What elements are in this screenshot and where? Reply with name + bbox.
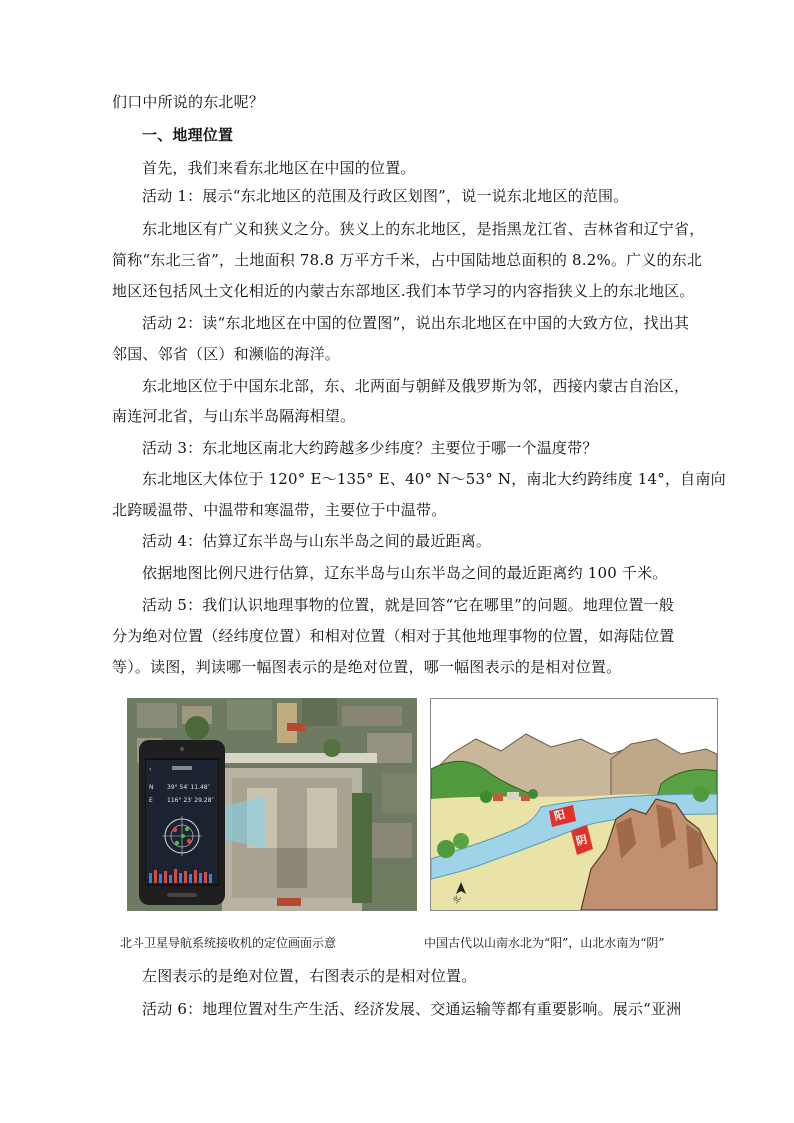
paragraph-line: 北跨暖温带、中温带和寒温带，主要位于中温带。 <box>112 501 447 519</box>
device-lon-label: E <box>149 797 153 804</box>
landscape-illustration <box>431 699 717 910</box>
paragraph-line: 东北地区位于中国东北部，东、北两面与朝鲜及俄罗斯为邻，西接内蒙古自治区， <box>142 377 690 395</box>
device-lat-value: 39° 54′ 11.48″ <box>167 784 210 791</box>
device-lat-label: N <box>149 784 154 791</box>
yang-label: 阳 <box>552 807 567 824</box>
activity-3: 活动 3：东北地区南北大约跨越多少纬度？主要位于哪一个温度带？ <box>142 439 598 457</box>
paragraph-line: 南连河北省，与山东半岛隔海相望。 <box>112 407 356 425</box>
yin-label: 阴 <box>574 832 589 849</box>
left-figure-caption: 北斗卫星导航系统接收机的定位画面示意 <box>120 936 337 950</box>
paragraph-line: 等）。读图，判读哪一幅图表示的是绝对位置，哪一幅图表示的是相对位置。 <box>112 658 622 676</box>
signal-strength-bars <box>149 869 212 883</box>
north-label: 北 <box>451 893 463 906</box>
activity-4: 活动 4：估算辽东半岛与山东半岛之间的最近距离。 <box>142 532 492 550</box>
paragraph-line: 简称“东北三省”，土地面积 78.8 万平方千米，占中国陆地总面积的 8.2%。广义的东北 <box>112 251 703 269</box>
paragraph-line: 分为绝对位置（经纬度位置）和相对位置（相对于其他地理事物的位置，如海陆位置 <box>112 627 675 645</box>
paragraph-line: 地区还包括风土文化相近的内蒙古东部地区.我们本节学习的内容指狭义上的东北地区。 <box>112 282 695 300</box>
beidou-receiver-figure <box>127 698 417 911</box>
device-lon-value: 116° 23′ 29.28″ <box>167 797 214 804</box>
paragraph-line: 依据地图比例尺进行估算，辽东半岛与山东半岛之间的最近距离约 100 千米。 <box>142 564 668 582</box>
yin-yang-landscape-figure <box>430 698 718 911</box>
activity-2: 活动 2：读“东北地区在中国的位置图”，说出东北地区在中国的大致方位，找出其 <box>142 314 690 332</box>
section-heading: 一、地理位置 <box>142 126 234 144</box>
paragraph-line: 东北地区有广义和狭义之分。狭义上的东北地区，是指黑龙江省、吉林省和辽宁省， <box>142 220 705 238</box>
device-screen-graphics <box>127 698 417 911</box>
paragraph-continuation: 们口中所说的东北呢？ <box>112 93 265 111</box>
activity-5: 活动 5：我们认识地理事物的位置，就是回答“它在哪里”的问题。地理位置一般 <box>142 596 675 614</box>
paragraph-line: 东北地区大体位于 120° E～135° E、40° N～53° N，南北大约跨纬度 14°，自南向 <box>142 470 726 488</box>
paragraph: 左图表示的是绝对位置，右图表示的是相对位置。 <box>142 967 477 985</box>
compass-icon <box>162 816 202 856</box>
svg-text:‹: ‹ <box>149 766 152 773</box>
activity-1: 活动 1：展示“东北地区的范围及行政区划图”，说一说东北地区的范围。 <box>142 187 629 205</box>
paragraph-line: 邻国、邻省（区）和濒临的海洋。 <box>112 345 341 363</box>
right-figure-caption: 中国古代以山南水北为“阳”，山北水南为“阴” <box>424 936 665 950</box>
activity-6: 活动 6：地理位置对生产生活、经济发展、交通运输等都有重要影响。展示“亚洲 <box>142 1000 682 1018</box>
paragraph: 首先，我们来看东北地区在中国的位置。 <box>142 159 416 177</box>
